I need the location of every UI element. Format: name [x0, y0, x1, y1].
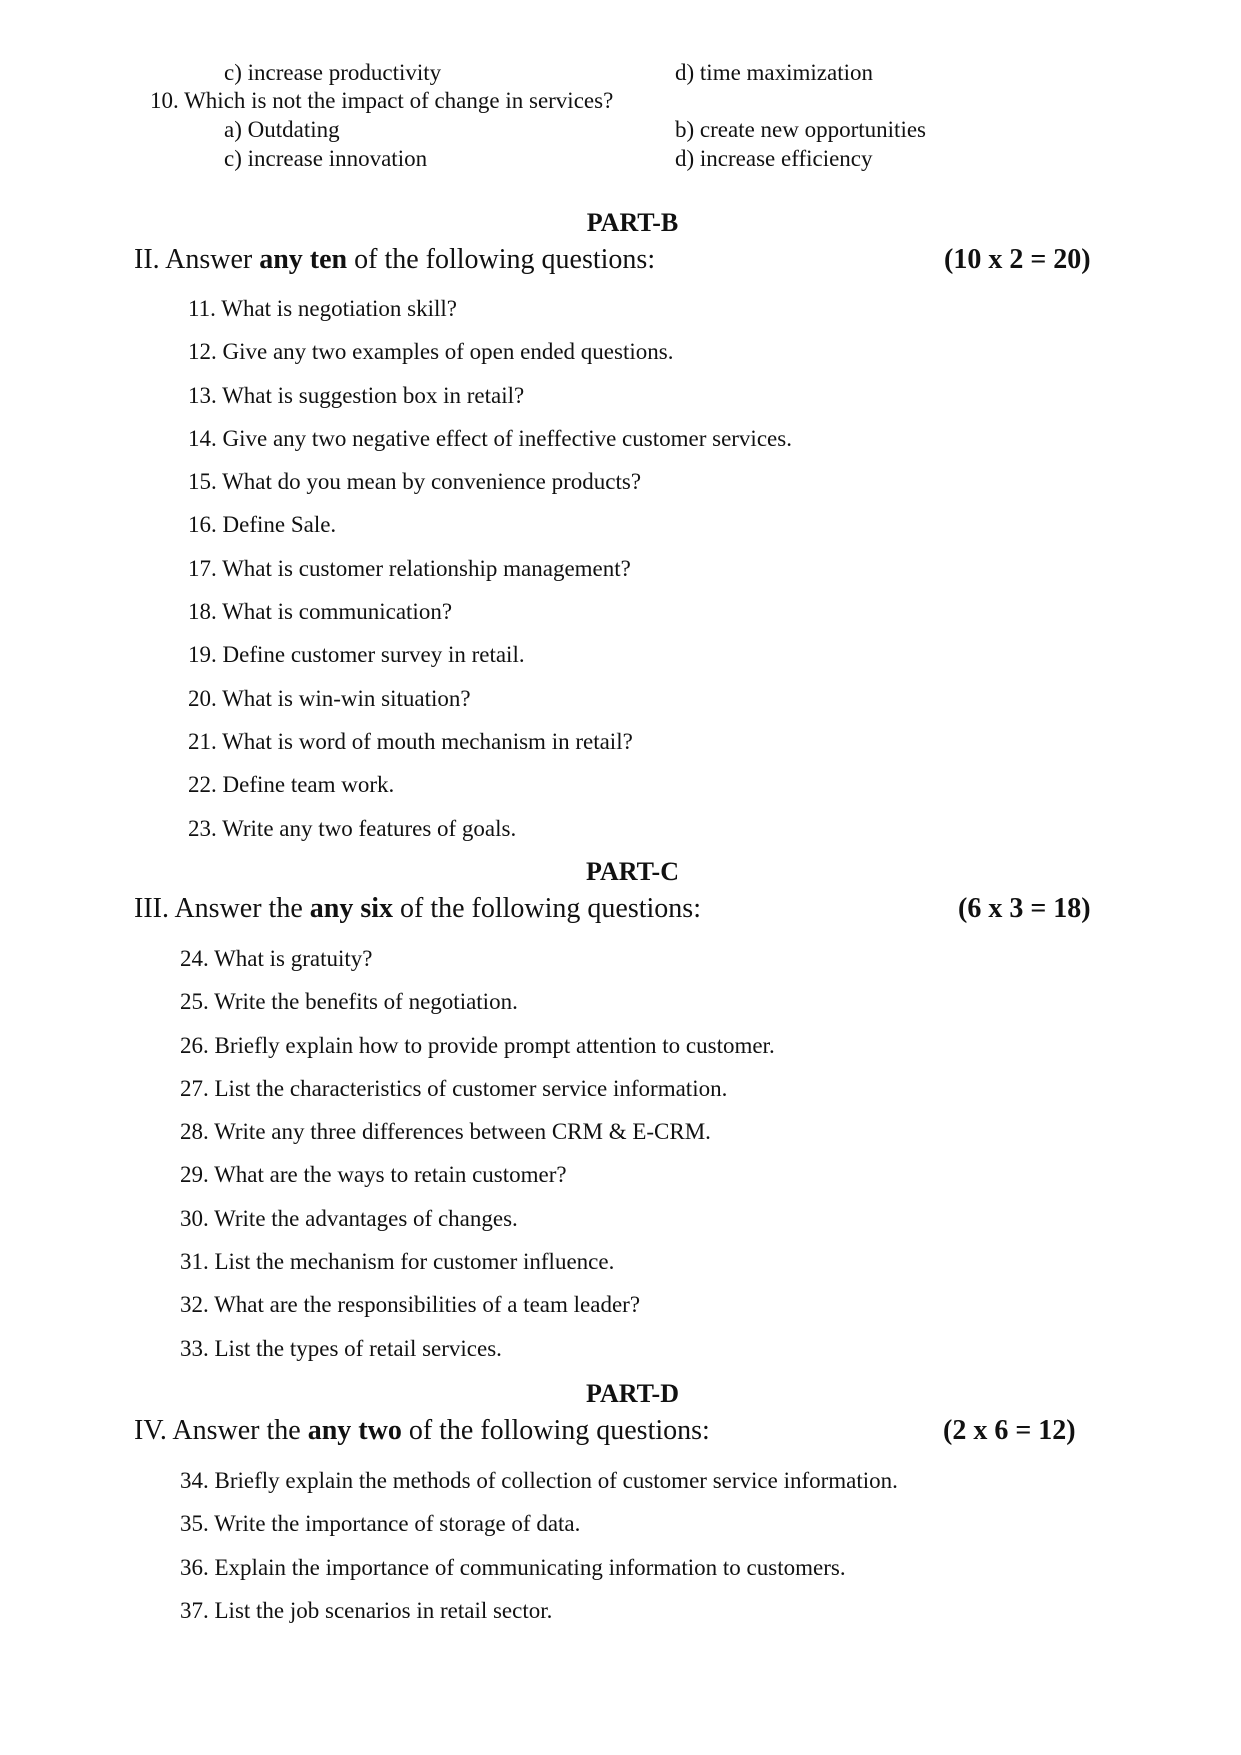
- list-item: [180, 980, 775, 1023]
- list-item: [188, 330, 792, 373]
- question-number: 17.: [188, 555, 217, 581]
- question-number: 27.: [180, 1075, 209, 1101]
- part-b-instr-post: of the following questions:: [354, 244, 656, 275]
- list-item: [180, 1459, 898, 1502]
- q10-option-c: c) increase innovation: [224, 146, 428, 171]
- question-number: 19.: [188, 642, 217, 668]
- question-text: Give any two negative effect of ineffective customer services.: [222, 425, 792, 451]
- question-number: 34.: [180, 1468, 209, 1493]
- question-text: What is suggestion box in retail?: [222, 382, 525, 408]
- part-b-instruction: [134, 244, 655, 276]
- question-number: 35.: [180, 1511, 209, 1537]
- q10-text: Which is not the impact of change in services?: [184, 88, 614, 113]
- question-number: 33.: [180, 1335, 209, 1361]
- question-text: List the job scenarios in retail sector.: [214, 1597, 553, 1623]
- part-d-instr-pre: Answer the: [172, 1415, 301, 1446]
- question-number: 26.: [180, 1032, 209, 1058]
- part-d-instr-post: of the following questions:: [408, 1415, 710, 1446]
- part-c-instr-pre: Answer the: [174, 893, 303, 924]
- part-b-instr-bold: any ten: [259, 244, 348, 275]
- part-b-marks: (10 x 2 = 20): [944, 244, 1091, 275]
- part-c-title: PART-C: [586, 857, 679, 886]
- question-text: What is word of mouth mechanism in retail?: [222, 728, 633, 754]
- list-item: [188, 503, 792, 546]
- list-item: [180, 1327, 775, 1370]
- part-c-roman: III.: [134, 893, 169, 924]
- part-b-instr-pre: Answer: [165, 244, 253, 275]
- question-number: 23.: [188, 815, 217, 841]
- question-text: What is win-win situation?: [222, 685, 471, 711]
- question-text: Define customer survey in retail.: [222, 642, 525, 668]
- question-number: 13.: [188, 382, 217, 408]
- question-text: List the types of retail services.: [214, 1335, 502, 1361]
- list-item: [180, 1589, 898, 1632]
- question-text: Briefly explain the methods of collection of customer service information.: [214, 1468, 898, 1493]
- question-number: 32.: [180, 1292, 209, 1318]
- part-c-question-list: [180, 937, 775, 1370]
- list-item: [188, 807, 792, 850]
- list-item: [188, 460, 792, 503]
- question-number: 12.: [188, 339, 217, 365]
- list-item: [180, 1024, 775, 1067]
- question-number: 16.: [188, 512, 217, 538]
- question-number: 22.: [188, 772, 217, 798]
- question-text: Write the benefits of negotiation.: [214, 989, 518, 1015]
- question-text: Define Sale.: [222, 512, 337, 538]
- list-item: [180, 1240, 775, 1283]
- question-text: Write any two features of goals.: [222, 815, 517, 841]
- q9-option-c: c) increase productivity: [224, 60, 442, 85]
- question-number: 20.: [188, 685, 217, 711]
- part-d-title: PART-D: [586, 1379, 679, 1408]
- part-d-instruction: [134, 1415, 710, 1447]
- list-item: [180, 937, 775, 980]
- question-text: Write the advantages of changes.: [214, 1205, 518, 1231]
- question-text: What is customer relationship management?: [222, 555, 631, 581]
- question-number: 18.: [188, 599, 217, 625]
- question-number: 31.: [180, 1249, 209, 1275]
- question-number: 14.: [188, 425, 217, 451]
- question-text: What is gratuity?: [214, 946, 373, 971]
- question-text: What are the responsibilities of a team leader?: [214, 1292, 641, 1318]
- question-number: 25.: [180, 989, 209, 1015]
- q10-number: 10.: [150, 88, 179, 113]
- part-d-marks: (2 x 6 = 12): [943, 1415, 1076, 1446]
- list-item: [188, 633, 792, 676]
- list-item: [188, 547, 792, 590]
- question-number: 37.: [180, 1597, 209, 1623]
- part-c-instr-bold: any six: [309, 893, 393, 924]
- question-number: 30.: [180, 1205, 209, 1231]
- list-item: [180, 1546, 898, 1589]
- question-text: Write the importance of storage of data.: [214, 1511, 581, 1537]
- q10-stem: [150, 88, 613, 114]
- question-text: List the characteristics of customer service information.: [214, 1075, 728, 1101]
- part-c-instr-post: of the following questions:: [400, 893, 701, 924]
- q10-option-b: b) create new opportunities: [675, 117, 926, 142]
- question-text: Write any three differences between CRM & E-CRM.: [214, 1119, 711, 1145]
- part-d-instr-bold: any two: [307, 1415, 402, 1446]
- question-text: What is negotiation skill?: [221, 296, 457, 321]
- list-item: [188, 417, 792, 460]
- list-item: [180, 1067, 775, 1110]
- part-b-roman: II.: [134, 244, 160, 275]
- question-number: 11.: [188, 296, 216, 321]
- q10-option-d: d) increase efficiency: [675, 146, 873, 171]
- question-number: 29.: [180, 1162, 209, 1188]
- question-text: Briefly explain how to provide prompt attention to customer.: [214, 1032, 775, 1058]
- question-number: 24.: [180, 946, 209, 971]
- part-d-question-list: [180, 1459, 898, 1632]
- list-item: [180, 1153, 775, 1196]
- list-item: [188, 374, 792, 417]
- q10-option-a: a) Outdating: [224, 117, 340, 142]
- list-item: [180, 1502, 898, 1545]
- question-text: What are the ways to retain customer?: [214, 1162, 567, 1188]
- part-b-title: PART-B: [586, 208, 679, 237]
- question-text: What do you mean by convenience products?: [222, 469, 642, 495]
- question-number: 28.: [180, 1119, 209, 1145]
- question-text: Define team work.: [222, 772, 395, 798]
- question-number: 21.: [188, 728, 217, 754]
- question-text: List the mechanism for customer influence.: [214, 1249, 615, 1275]
- part-b-question-list: [188, 287, 792, 850]
- list-item: [188, 763, 792, 806]
- q9-option-d: d) time maximization: [675, 60, 874, 85]
- list-item: [188, 590, 792, 633]
- part-d-roman: IV.: [134, 1415, 167, 1446]
- question-text: Explain the importance of communicating information to customers.: [214, 1554, 846, 1580]
- question-number: 36.: [180, 1554, 209, 1580]
- list-item: [188, 677, 792, 720]
- list-item: [188, 720, 792, 763]
- part-c-marks: (6 x 3 = 18): [958, 893, 1091, 924]
- list-item: [188, 287, 792, 330]
- question-text: What is communication?: [222, 599, 453, 625]
- list-item: [180, 1283, 775, 1326]
- part-c-instruction: [134, 893, 701, 925]
- question-number: 15.: [188, 469, 217, 495]
- question-text: Give any two examples of open ended questions.: [222, 339, 674, 365]
- list-item: [180, 1110, 775, 1153]
- list-item: [180, 1197, 775, 1240]
